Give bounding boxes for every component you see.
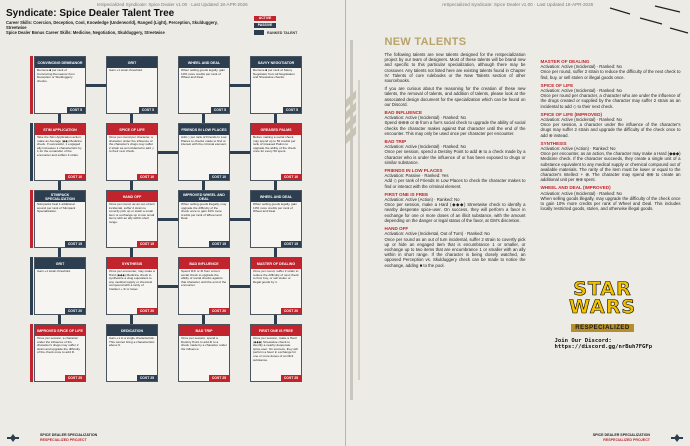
talent-cost: COST 5 xyxy=(139,107,157,113)
talent-cost: COST 25 xyxy=(281,375,301,381)
talent-card[interactable] xyxy=(106,324,158,382)
entry-text: Once per round, suffer 2 strain to reduce the difficulty of the next check to find, buy, or sell stolen or illegal goods once. xyxy=(540,69,681,80)
talent-entry xyxy=(541,83,681,109)
entry-name: SYNTHESIS xyxy=(540,140,567,146)
entry-meta: Activation: Active (Incidental, Out of Turn) · Ranked: No xyxy=(384,231,490,237)
talent-description: When selling goods illegally, may upgrade the difficulty of the check once to gain 10% more credits per rank of Wheel and Deal. xyxy=(181,202,227,221)
talent-name: GREASED PALMS xyxy=(251,124,301,135)
talent-cost: COST 25 xyxy=(209,375,229,381)
footer xyxy=(40,433,97,442)
footer xyxy=(593,433,650,442)
entry-name: SPICE OF LIFE (IMPROVED) xyxy=(540,111,603,117)
talent-cost: COST 5 xyxy=(67,107,85,113)
talent-description: Once per round per character, a character under the influence of the character's drugs may suffer 2 strain as an incidental to add ◇ to their next check. xyxy=(109,135,155,154)
tree-connector xyxy=(202,315,205,324)
row-rail xyxy=(30,324,33,382)
talent-name: BAD TRIP xyxy=(179,325,229,336)
talent-cost: COST 20 xyxy=(281,308,301,314)
talent-cost: COST 5 xyxy=(211,107,229,113)
footer-line-1: SPICE DEALER SPECIALIZATION xyxy=(592,433,650,437)
talent-card[interactable] xyxy=(106,257,158,315)
tree-connector xyxy=(202,114,205,123)
hyperspace-streaks-icon xyxy=(600,0,690,40)
rebel-emblem-icon xyxy=(6,433,20,443)
star-wars-logo xyxy=(559,280,647,334)
tree-connector xyxy=(158,285,178,288)
tree-connector xyxy=(58,181,61,190)
bonus-skills: Spice Dealer Bonus Career Skills: Medicine, Negotiation, Skulduggery, Streetwise xyxy=(6,30,165,36)
tree-connector xyxy=(130,114,133,123)
entry-meta: Activation: Active (Incidental) · Ranked: No xyxy=(384,115,466,121)
talent-cost: COST 15 xyxy=(209,241,229,247)
talent-card[interactable] xyxy=(250,123,302,181)
row-rail xyxy=(30,257,33,315)
talent-description: Once per session, make a Hard (◆◆◆) Streetwise check to identify a nearby desperate spice-user. On success, they will perform a favor in exchange for one or more doses of an illicit substance. xyxy=(253,336,298,362)
entry-text: Add ◇ per rank of Friends In Low Places to check the character makes to find or interact with the criminal element. xyxy=(384,178,526,189)
talent-name: STIM APPLICATION xyxy=(35,124,85,135)
entry-name: WHEEL AND DEAL (IMPROVED) xyxy=(540,185,611,191)
talent-name: SPICE OF LIFE xyxy=(107,124,157,135)
entry-name: BAD INFLUENCE xyxy=(384,110,423,116)
logo-banner: RESPECIALIZED xyxy=(571,324,634,332)
talent-card[interactable] xyxy=(250,56,302,114)
tree-connector xyxy=(274,248,277,257)
talent-name: SAVVY NEGOTIATOR xyxy=(251,57,301,68)
tree-connector xyxy=(130,248,133,257)
legend-passive xyxy=(254,23,297,28)
running-head: reSpecialized Syndicate: Spice Dealer v1.00 · Last Updated 18-APR-2026 xyxy=(96,2,248,7)
talent-name: IMPROVED WHEEL AND DEAL xyxy=(179,191,229,202)
talent-cost: COST 25 xyxy=(137,375,157,381)
entry-meta: Activation: Passive · Ranked: Yes xyxy=(384,173,449,179)
tree-connector xyxy=(230,84,250,87)
tree-connector xyxy=(58,114,61,123)
entry-name: FRIENDS IN LOW PLACES xyxy=(384,168,443,174)
talent-description: Remove ■ per rank of Savvy Negotiator from all Negotiation and Streetwise checks. xyxy=(253,68,295,80)
talent-description: When selling goods legally, gain 10% more credits per rank of Wheel and Deal. xyxy=(253,202,297,214)
talent-cost: COST 20 xyxy=(65,308,85,314)
legend-ranked xyxy=(254,30,297,35)
talent-card[interactable] xyxy=(178,257,230,315)
talent-description: Gain +1 to a single characteristic. This cannot bring a characteristic above 6. xyxy=(109,336,155,348)
talent-description: Remove ■ per rank of Convincing Demeanor from Deception or Skulduggery checks. xyxy=(37,68,75,83)
talent-entry xyxy=(385,168,526,189)
talent-entry xyxy=(385,139,526,165)
talent-name: GRIT xyxy=(107,57,157,68)
tree-connector xyxy=(86,84,106,87)
entry-text: Once per session, make a Hard (◆◆◆) Streetwise check to identify a nearby desperate spice-user. On success, they will perform a favor in exchange for one or more doses of an illicit substance, with the amount depending on the danger or legal status of the favor, at GM's discretion. xyxy=(384,202,526,223)
entry-text: When selling goods illegally, may upgrade the difficulty of the check once to gain 10% more credits per rank of Wheel and Deal. This includes locally restricted goods, stolen, and otherwise illegal goods. xyxy=(540,195,681,212)
talent-description: Stimpacks heal 1 additional wound per rank of Stimpack Specialization. xyxy=(37,202,76,214)
talent-card[interactable] xyxy=(250,324,302,382)
talent-entry xyxy=(541,112,681,138)
talent-name: IMPROVED SPICE OF LIFE xyxy=(35,325,85,336)
talent-name: HAND OFF xyxy=(107,191,157,202)
talent-description: Once per round, suffer 2 strain to reduce the difficulty of next check to find, buy, or sell stolen or illegal goods by 1. xyxy=(253,269,299,284)
entry-text: Once per encounter, as an action, the character may make a Hard (◆◆◆) Medicine check. If the character succeeds, they create a single unit of a substance equivalent to any medical supply or chemical compound out of available materials. The rarity of the item must be lower or equal to the character's Intellect + ⊛. The character may spend ⊛⊛ to create an additional unit per ⊛⊛ spent. xyxy=(540,151,681,183)
talent-entries-1 xyxy=(385,110,526,268)
talent-card[interactable] xyxy=(250,257,302,315)
intro-paragraph-1: The following talents are new talents designed for the reSpecialization project by our team of designers. Most of these talents will be brand new and specific to this particular specialization, although there may be crossover. Any talents not listed here are existing talents found in Chapter IV: Talents of core rulebooks or the New Talents section of other sourcebooks. xyxy=(384,52,526,84)
tree-connector xyxy=(230,151,250,154)
talent-name: STIMPACK SPECIALIZATION xyxy=(35,191,85,202)
talent-description: When selling goods legally, gain 10% more credits per rank of Wheel and Deal. xyxy=(181,68,225,80)
entry-meta: Activation: Active (Incidental) · Ranked: No xyxy=(540,88,622,94)
row-rail xyxy=(30,123,33,181)
talent-description: Gain +1 strain threshold. xyxy=(109,68,143,72)
talent-card[interactable] xyxy=(106,56,158,114)
tree-connector xyxy=(130,181,133,190)
tree-connector xyxy=(58,248,61,257)
entry-text: Once per session, spend a Destiny Point to add ⊗ to a check made by a character who is under the influence of or has been exposed to drugs or similar substance. xyxy=(384,149,526,165)
decorative-stripes-icon xyxy=(346,40,376,420)
talent-name: MASTER OF DEALING xyxy=(251,258,301,269)
running-head: reSpecialized Syndicate: Spice Dealer v1.00 · Last Updated 18-APR-2026 xyxy=(442,2,594,7)
talent-name: CONVINCING DEMEANOR xyxy=(35,57,85,68)
new-talents-page xyxy=(346,0,690,446)
talent-card[interactable] xyxy=(178,56,230,114)
talent-card[interactable] xyxy=(34,324,86,382)
legend-ranked-box xyxy=(254,30,264,35)
logo-line-1: STAR xyxy=(573,278,632,300)
skills-block xyxy=(6,20,236,36)
talent-name: DEDICATION xyxy=(107,325,157,336)
talent-description: Take the Stim Application action; make an Average (◆◆) Medicine check. If successful, 1 engaged ally increases 1 characteristic by 1 for the remainder of the encounter and suffers 4 strain. xyxy=(37,135,82,157)
tree-connector xyxy=(158,218,178,221)
entry-name: HAND OFF xyxy=(384,226,409,232)
entry-meta: Activation: Active (Incidental) · Ranked: No xyxy=(384,144,466,150)
entry-text: Spend ⊛⊛⊛ or ⊗ from a foe's social check to upgrade the ability of social checks the character makes against that character until the end of the encounter. This may only be used once per character per encounter. xyxy=(384,120,526,136)
entry-text: Once per round as an out of turn incidental, suffer 2 strain to covertly pick up or hide an engaged item that is encumbrance 1 or smaller, or exchange up to two items that are encumbrance 1 or smaller with an ally within in short range. If the character is being closely watched, an opposed Perception vs. Skulduggery check can be made to notice the exchange, adding ■ to the pool. xyxy=(384,236,526,268)
talent-name: FRIENDS IN LOW PLACES xyxy=(179,124,229,135)
intro-paragraph-2: If you are curious about the reasoning for the creation of these new talents, the removal of talents, and addition of talents, please look at the associated design document for the specialization which can be found on our Discord. xyxy=(384,86,526,107)
entry-meta: Activation: Active (Action) · Ranked: No xyxy=(540,146,616,152)
legend-active-box: ACTIVE xyxy=(254,16,276,21)
talent-description: Gain +1 strain threshold. xyxy=(37,269,71,273)
talent-card[interactable] xyxy=(250,190,302,248)
entry-meta: Activation: Active (Incidental) · Ranked: No xyxy=(540,190,622,196)
talent-card[interactable] xyxy=(34,123,86,181)
talent-cost: COST 10 xyxy=(209,174,229,180)
talent-name: FIRST ONE IS FREE xyxy=(251,325,301,336)
talent-card[interactable] xyxy=(106,190,158,248)
tree-connector xyxy=(274,181,277,190)
logo-line-2: WARS xyxy=(568,296,637,318)
new-talents-heading: NEW TALENTS xyxy=(384,36,467,48)
legend-ranked-label: RANKED TALENT xyxy=(267,30,298,35)
legend xyxy=(254,16,297,37)
entry-meta: Activation: Active (Action) · Ranked: No xyxy=(384,197,460,203)
talent-name: BAD INFLUENCE xyxy=(179,258,229,269)
tree-connector xyxy=(158,151,178,154)
row-rail xyxy=(30,56,33,114)
talent-cost: COST 15 xyxy=(281,241,301,247)
career-skills: Career Skills: Coercion, Deception, Cool, Knowledge (Underworld), Ranged (Light), Perception, Skulduggery, Streetwise xyxy=(6,20,218,31)
talent-name: WHEEL AND DEAL xyxy=(251,191,301,202)
entry-meta: Activation: Active (Incidental) · Ranked: No xyxy=(540,117,622,123)
talent-entry xyxy=(541,59,681,80)
talent-description: Once per round, as an out-of-turn incidental, suffer 2 strain to covertly pick up or stash a small item or exchange up to two small items with an ally within short range. xyxy=(109,202,155,224)
talent-description: Spend ⊛⊛ or ⊗ from a foe's social check to upgrade the ability of social checks against that character until the end of the encounter. xyxy=(181,269,227,288)
talent-card[interactable] xyxy=(34,257,86,315)
entry-name: SPICE OF LIFE xyxy=(540,82,574,88)
talent-entries-2 xyxy=(541,59,681,211)
talent-cost: COST 25 xyxy=(65,375,85,381)
talent-entry xyxy=(385,110,526,136)
talent-cost: COST 10 xyxy=(137,174,157,180)
talents-column-2 xyxy=(541,56,681,214)
tree-connector xyxy=(130,315,133,324)
talent-entry xyxy=(541,185,681,211)
tree-connector xyxy=(274,114,277,123)
talent-cost: COST 20 xyxy=(209,308,229,314)
entry-name: MASTER OF DEALING xyxy=(540,59,590,64)
talent-entry xyxy=(385,226,526,268)
talent-name: GRIT xyxy=(35,258,85,269)
footer-line-1: SPICE DEALER SPECIALIZATION xyxy=(40,433,98,437)
footer-line-2: RESPECIALIZED PROJECT xyxy=(603,437,650,442)
tree-connector xyxy=(202,181,205,190)
page-title: Syndicate: Spice Dealer Talent Tree xyxy=(6,8,175,19)
talent-name: WHEEL AND DEAL xyxy=(179,57,229,68)
footer-line-2: RESPECIALIZED PROJECT xyxy=(40,437,87,442)
talent-cost: COST 10 xyxy=(65,174,85,180)
talent-cost: COST 15 xyxy=(65,241,85,247)
tree-connector xyxy=(230,285,250,288)
talent-entry xyxy=(385,192,526,223)
talent-card[interactable] xyxy=(34,56,86,114)
talent-name: SYNTHESIS xyxy=(107,258,157,269)
legend-passive-box: PASSIVE xyxy=(254,23,276,28)
tree-connector xyxy=(230,218,250,221)
entry-meta: Activation: Active (Incidental) · Ranked: No xyxy=(540,64,622,70)
talent-description: Once per session, a character under the influence of the character's drugs may suffer 2 strain and upgrade the difficulty of the check once to add ⊛. xyxy=(37,336,80,355)
talent-description: Before making a social check, may spend up to 50 credits per rank of Greased Palms to upgrade the ability of the check once for every 50 spent. xyxy=(253,135,296,154)
rebel-emblem-icon xyxy=(670,433,684,443)
discord-link[interactable]: Join Our Discord: https://discord.gg/nrBuh7FGFp xyxy=(554,338,653,350)
talent-cost: COST 10 xyxy=(281,174,301,180)
talent-card[interactable] xyxy=(178,123,230,181)
legend-active xyxy=(254,16,297,21)
entry-text: Once per round per character, a character who are under the influence of the drugs created or supplied by the character may suffer 2 strain as an incidental to add ◇ to their next check. xyxy=(540,93,681,109)
tree-connector xyxy=(274,315,277,324)
talent-card[interactable] xyxy=(178,190,230,248)
talent-card[interactable] xyxy=(34,190,86,248)
talent-description: Once per session, spend a Destiny Point to add ⊗ to a check made by a character under the influence. xyxy=(181,336,227,351)
talent-description: Add ◇ per rank of Friends In Low Places to checks made to find or interact with the criminal element. xyxy=(181,135,227,147)
talent-entry xyxy=(541,141,681,183)
tree-connector xyxy=(58,315,61,324)
talent-cost: COST 15 xyxy=(137,241,157,247)
row-rail xyxy=(30,190,33,248)
entry-name: BAD TRIP xyxy=(384,139,407,145)
entry-name: FIRST ONE IS FREE xyxy=(384,191,429,197)
talent-description: Once per encounter, may make a Hard (◆◆◆) Medicine check to synthesize a drug equivalent to any medical supply or chemical compound with a rarity of Intellect + ⊛ or lower. xyxy=(109,269,155,291)
entry-text: Once per session, a character under the influence of the character's drugs may suffer 2 strain and upgrade the difficulty of the check once to add ⊛ instead. xyxy=(540,122,681,138)
talent-card[interactable] xyxy=(106,123,158,181)
talent-cost: COST 20 xyxy=(137,308,157,314)
talent-cost: COST 5 xyxy=(283,107,301,113)
talent-card[interactable] xyxy=(178,324,230,382)
talents-column-1 xyxy=(385,52,526,271)
